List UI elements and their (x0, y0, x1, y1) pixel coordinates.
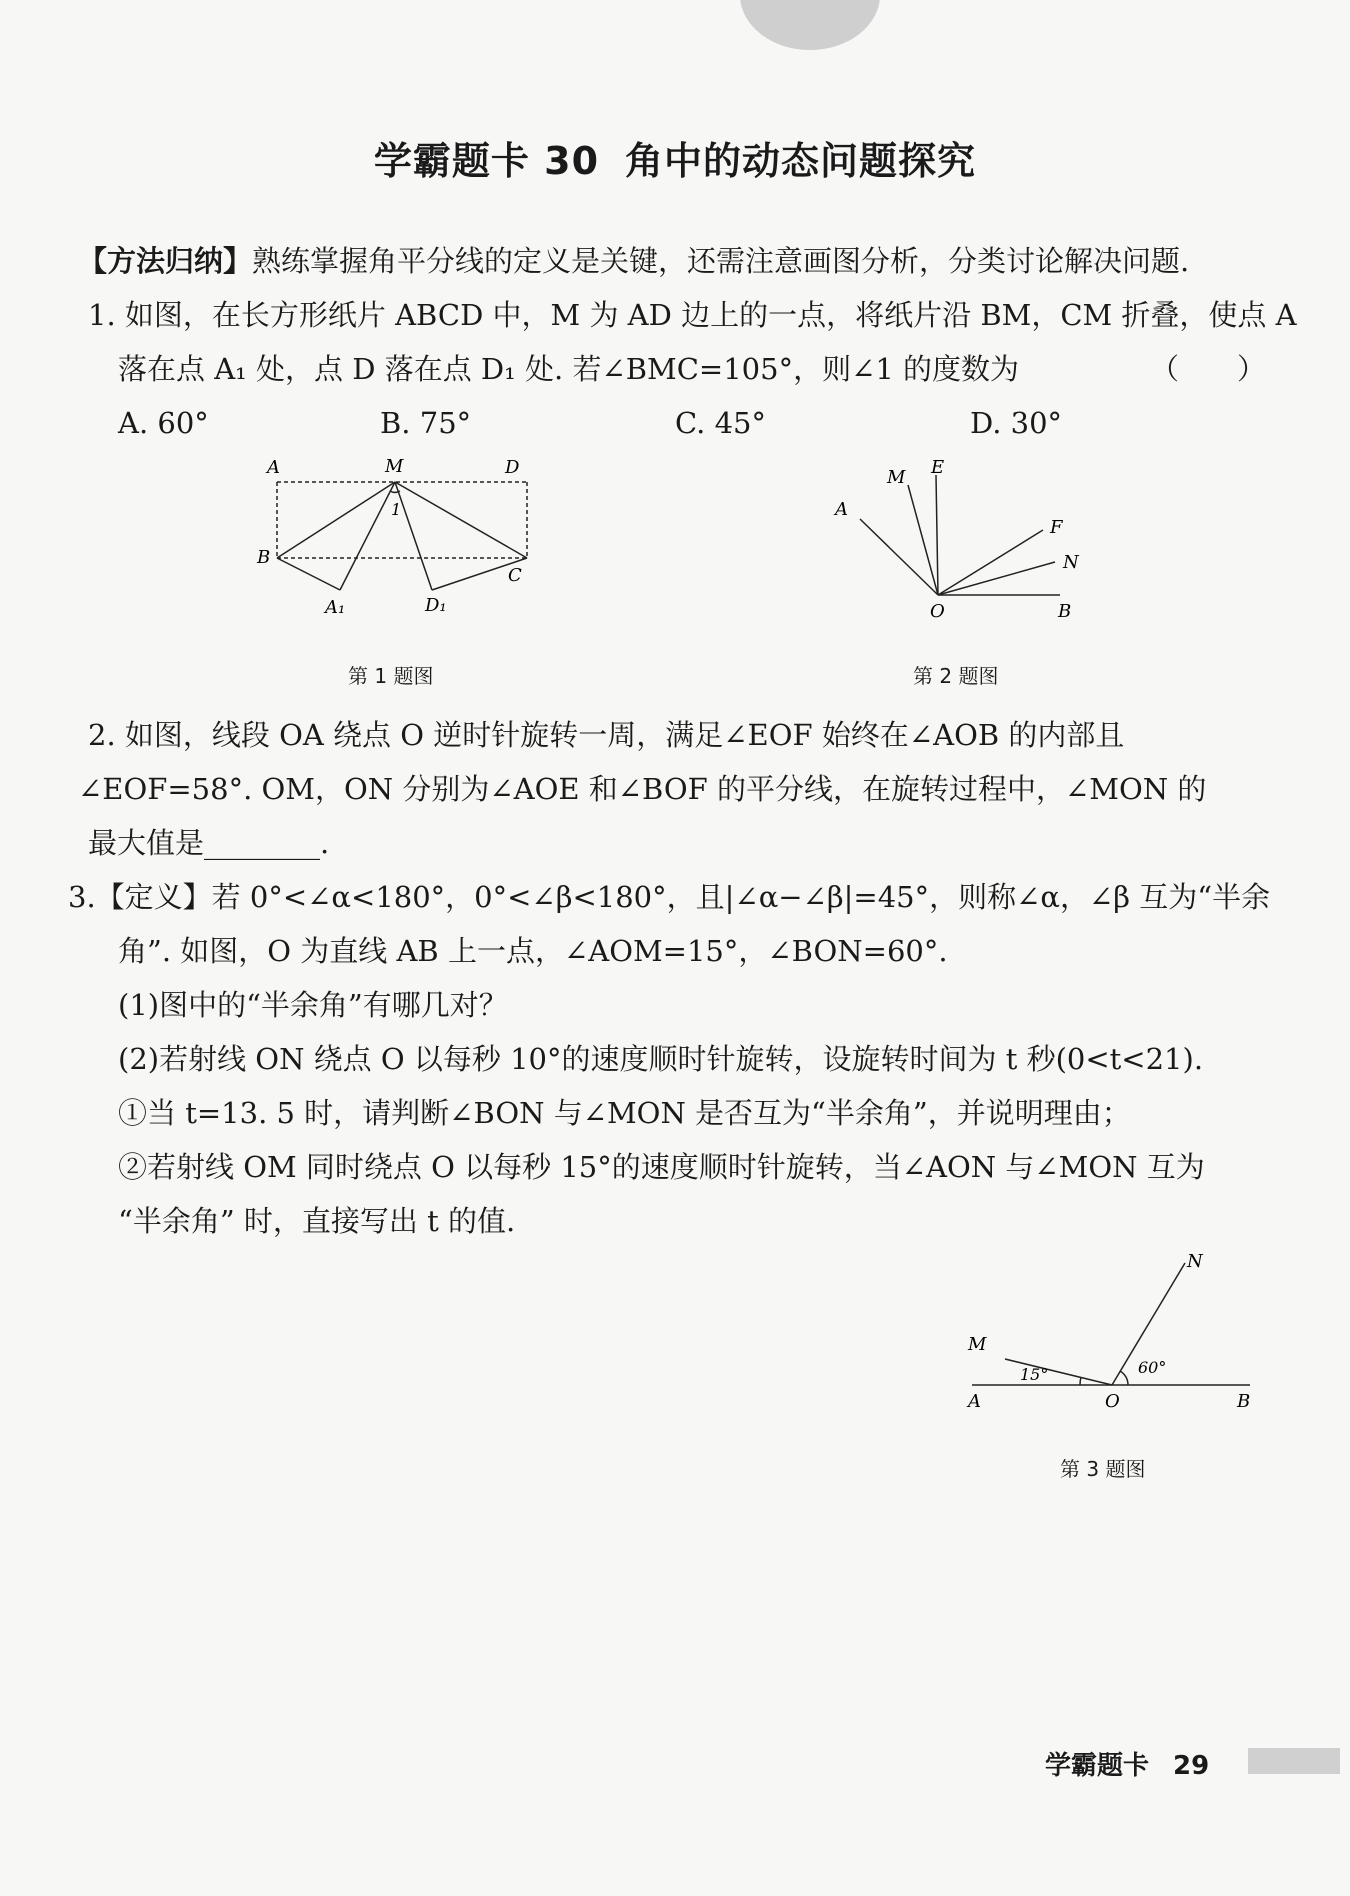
footer-label: 学霸题卡 (1045, 1751, 1150, 1781)
label-c: C (508, 565, 522, 586)
label-b: B (1058, 601, 1072, 622)
page-title (0, 130, 1350, 185)
label-n: N (1187, 1251, 1203, 1272)
label-m: M (968, 1334, 987, 1355)
segment-ma1 (340, 482, 395, 590)
q3-part2-sub2: ②若射线 OM 同时绕点 O 以每秒 15°的速度顺时针旋转，当∠AON 与∠MON 互为 (118, 1150, 1205, 1184)
q1-option-d: D. 30° (970, 406, 1063, 440)
figure-3-caption: 第 3 题图 (1060, 1457, 1146, 1481)
segment-md1 (395, 482, 432, 590)
fold-line-bm (277, 482, 395, 558)
figure-1-caption: 第 1 题图 (348, 664, 434, 688)
q1-option-c: C. 45° (675, 406, 766, 440)
angle-bon-arc (1120, 1371, 1128, 1385)
q3-part2-sub2-cont: “半余角” 时，直接写出 t 的值. (118, 1204, 516, 1238)
q2-line1: 2. 如图，线段 OA 绕点 O 逆时针旋转一周，满足∠EOF 始终在∠AOB 的内部且 (88, 718, 1125, 752)
scan-smudge (740, 0, 880, 50)
q3-part1: (1)图中的“半余角”有哪几对？ (118, 988, 508, 1022)
ray-oe (936, 475, 938, 595)
card-number: 学霸题卡 30 (373, 139, 600, 183)
q3-line1: 3.【定义】若 0°<∠α<180°，0°<∠β<180°，且|∠α−∠β|=45°，则称∠α，∠β 互为“半余 (68, 880, 1271, 914)
q1-line1: 1. 如图，在长方形纸片 ABCD 中，M 为 AD 边上的一点，将纸片沿 BM，CM 折叠，使点 A (88, 298, 1297, 332)
label-b: B (1237, 1391, 1251, 1412)
label-a: A (267, 457, 280, 478)
label-n: N (1063, 552, 1079, 573)
q1-answer-paren: （ ） (1150, 352, 1267, 386)
q3-part2-sub1: ①当 t=13. 5 时，请判断∠BON 与∠MON 是否互为“半余角”，并说明理由； (118, 1096, 1131, 1130)
figure-2-diagram (830, 455, 1090, 625)
label-m: M (887, 467, 906, 488)
angle-aom-arc (1080, 1377, 1081, 1385)
method-tag: 【方法归纳】 (78, 244, 253, 278)
label-f: F (1050, 517, 1063, 538)
figure-2-caption: 第 2 题图 (913, 664, 999, 688)
label-d: D (505, 457, 520, 478)
ray-om (908, 485, 938, 595)
label-a: A (835, 499, 848, 520)
ray-on (938, 562, 1055, 595)
q3-line2: 角”. 如图，O 为直线 AB 上一点，∠AOM=15°，∠BON=60°. (118, 934, 948, 968)
ray-of (938, 530, 1043, 595)
label-o: O (930, 601, 945, 622)
label-angle-1: 1 (391, 500, 402, 519)
label-a: A (968, 1391, 981, 1412)
segment-ba1 (277, 558, 340, 590)
method-summary (78, 241, 1189, 281)
label-m: M (385, 456, 404, 477)
ray-oa (860, 519, 938, 595)
label-o: O (1105, 1391, 1120, 1412)
method-text: 熟练掌握角平分线的定义是关键，还需注意画图分析，分类讨论解决问题. (252, 244, 1190, 278)
label-angle-15: 15° (1020, 1365, 1049, 1384)
q2-line2: ∠EOF=58°. OM，ON 分别为∠AOE 和∠BOF 的平分线，在旋转过程中，∠MON 的 (78, 772, 1207, 806)
label-angle-60: 60° (1138, 1358, 1167, 1377)
topic-title: 角中的动态问题探究 (625, 139, 977, 183)
label-b: B (257, 547, 271, 568)
q1-line2: 落在点 A₁ 处，点 D 落在点 D₁ 处. 若∠BMC=105°，则∠1 的度数为 (118, 352, 1020, 386)
page-number: 29 (1173, 1751, 1210, 1781)
label-d1: D₁ (425, 595, 447, 616)
footer-decor-bar (1248, 1748, 1340, 1774)
label-a1: A₁ (325, 597, 346, 618)
angle-1-arc (390, 491, 400, 492)
figure-1-diagram (255, 455, 555, 625)
q1-option-b: B. 75° (380, 406, 472, 440)
fold-line-cm (395, 482, 527, 558)
q2-line3: 最大值是________. (88, 826, 330, 860)
label-e: E (931, 457, 945, 478)
q3-part2: (2)若射线 ON 绕点 O 以每秒 10°的速度顺时针旋转，设旋转时间为 t 秒(0<t<21). (118, 1042, 1204, 1076)
q1-option-a: A. 60° (118, 406, 209, 440)
page-footer (1045, 1745, 1209, 1782)
figure-3-diagram (960, 1245, 1260, 1415)
